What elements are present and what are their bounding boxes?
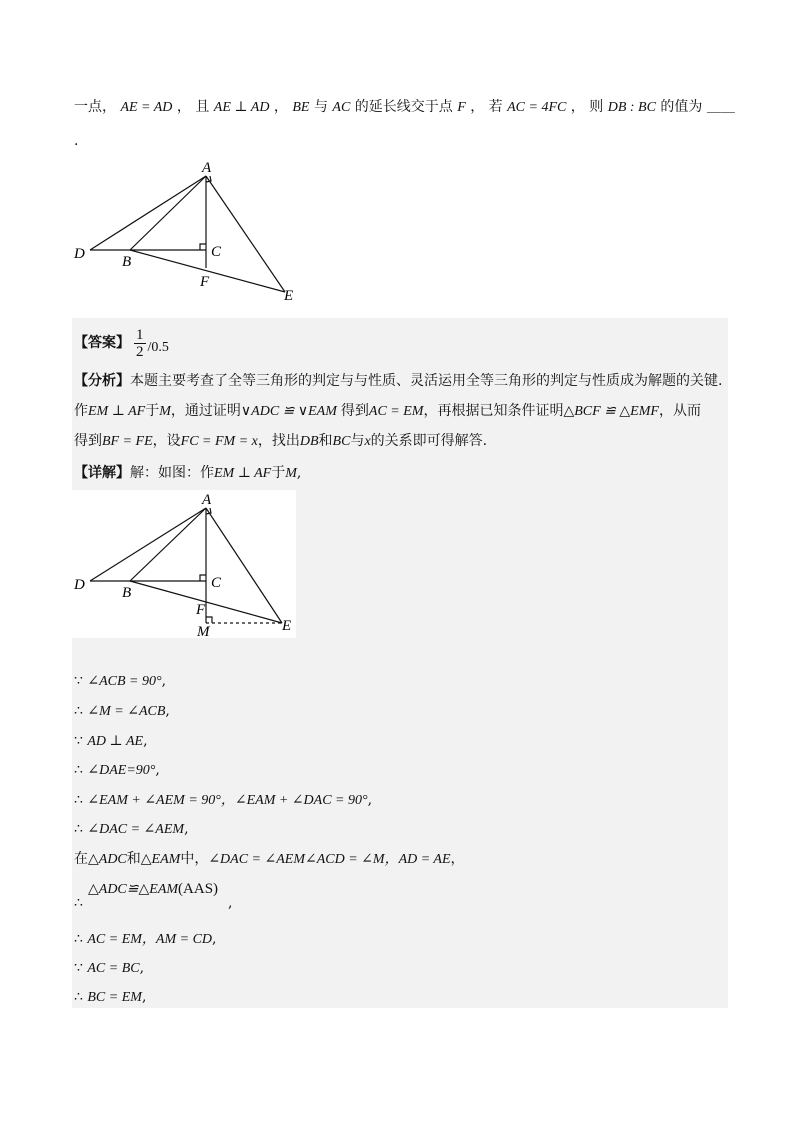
because-symbol: ∵ [74,733,83,749]
fraction-numerator: 1 [136,326,144,343]
analysis-text: 的关系即可得解答. [370,433,488,449]
analysis-text: ，通过证明 [170,403,241,419]
step-tail: , [367,792,373,808]
math-db: DB [299,434,319,449]
math-m: M [159,404,171,419]
question-text: ， [273,99,288,115]
step-line [74,791,372,810]
math-triangle-eam: △EAM [140,852,181,867]
step-tail: , [212,931,217,947]
analysis-text: 得到 [74,433,102,449]
label-c: C [211,575,222,591]
question-line [74,98,735,117]
math-em-perp-af: EM ⊥ AF [88,404,146,419]
label-a: A [202,492,212,508]
step-tail: , [139,960,145,976]
math-triangle-adc: △ADC [88,852,127,867]
question-text: 一点， [74,99,116,115]
detail-tag: 【详解】 [74,465,130,481]
answer-tag: 【答案】 [74,335,130,351]
step-tail: , [165,703,170,719]
answer-fraction [134,327,146,360]
segment-da [90,176,206,250]
label-f: F [196,602,206,618]
math-bc: BC [332,434,351,449]
answer-line [74,328,169,358]
question-text: 的延长线交于点 [354,99,453,115]
step-line-triangles [74,850,465,869]
segment-ba [130,508,206,581]
therefore-symbol: ∴ [74,931,83,947]
label-e: E [284,288,294,304]
right-angle-mark-m [206,617,212,623]
right-angle-mark-c [200,575,206,581]
analysis-tag: 【分析】 [74,373,130,389]
step-expr: ∠M = ∠ACB [87,704,166,719]
math-ac-em: AC = EM [368,404,424,419]
analysis-text: 于 [145,403,160,419]
right-angle-mark-c [200,244,206,250]
question-text: ， 且 [176,99,210,115]
label-b: B [122,254,132,270]
step-tail: , [228,895,233,911]
label-f: F [200,274,210,290]
reason-aas: (AAS) [178,881,219,897]
math-ac-4fc: AC = 4FC [507,100,567,115]
label-d: D [74,577,85,593]
step-expr: ∠DAE=90° [87,763,156,778]
detail-text: 于 [271,465,286,481]
analysis-line-2 [74,402,701,421]
segment-ba [130,176,206,250]
answer-blank: ＿＿ [706,99,735,115]
step-expr: ∠DAC = ∠AEM [87,822,185,837]
label-e: E [282,618,292,634]
fraction-denominator: 2 [136,343,144,360]
math-db-bc: DB : BC [607,100,656,115]
therefore-symbol: ∴ [74,792,83,808]
step-line [74,702,170,721]
label-a: A [202,160,212,176]
analysis-line-1 [74,372,722,390]
step-text: ， [450,851,465,867]
step-tail: , [184,821,189,837]
question-text: 的值为 [660,99,703,115]
math-x: x [364,434,371,449]
analysis-text: 得到 [340,403,369,419]
because-symbol: ∵ [74,673,83,689]
step-expr: ∠ACB = 90° [87,674,162,689]
segment-ae [206,176,285,292]
step-expr: AC = EM，AM = CD [87,932,213,947]
step-expr: ∠EAM + ∠AEM = 90°，∠EAM + ∠DAC = 90° [87,793,368,808]
math-ae-ad: AE = AD [120,100,173,115]
label-c: C [211,244,222,260]
step-expr: AD ⊥ AE [87,734,144,749]
question-text: ， 则 [570,99,604,115]
math-congruence-2: △BCF ≌ △EMF [563,404,659,419]
because-symbol: ∵ [74,960,83,976]
analysis-text: 本题主要考查了全等三角形的判定与与性质、灵活运用全等三角形的判定与性质成为解题的关键. [130,373,723,389]
math-ae-perp-ad: AE ⊥ AD [213,100,270,115]
therefore-symbol: ∴ [74,989,83,1005]
step-tail: , [161,673,167,689]
math-be: BE [292,100,310,115]
step-line [74,672,166,691]
detail-text: , [296,465,302,481]
analysis-text: ，设 [152,433,181,449]
analysis-text: 和 [318,433,333,449]
label-b: B [122,585,132,601]
analysis-line-3 [74,432,487,451]
step-expr: △ADC≌△EAM [88,882,179,897]
step-text: 中， [180,851,209,867]
analysis-text: 作 [74,403,88,419]
step-line [74,988,146,1007]
therefore-symbol: ∴ [74,703,83,719]
step-line [74,820,189,839]
question-text: ， 若 [470,99,503,115]
step-tail: , [143,733,148,749]
math-m: M [285,466,297,481]
step-text: 和 [126,851,141,867]
math-fc-fm-x: FC = FM = x [180,434,258,449]
question-end-dot: . [74,133,79,149]
question-text: 与 [313,99,328,115]
step-tail: , [141,989,147,1005]
answer-alt: /0.5 [147,340,169,355]
step-tail: , [155,762,160,778]
solution-panel [72,318,728,1008]
label-m: M [197,624,210,638]
geometry-figure-1 [72,158,312,308]
math-congruence-1: ∨ADC ≌ ∨EAM [240,404,337,419]
step-line [74,930,217,949]
step-line [74,959,144,978]
step-expr: BC = EM [87,990,142,1005]
detail-line [74,464,301,483]
math-bf-fe: BF = FE [102,434,153,449]
step-text: 在 [74,851,88,867]
math-em-perp-af: EM ⊥ AF [214,466,272,481]
segment-da [90,508,206,581]
congruence-statement [88,880,218,899]
analysis-text: ，找出 [257,433,300,449]
therefore-symbol: ∴ [74,762,83,778]
geometry-figure-2 [72,490,296,638]
therefore-symbol: ∴ [74,895,83,911]
analysis-text: ，再根据已知条件证明 [423,403,564,419]
label-d: D [74,246,85,262]
detail-text: 解：如图：作 [130,465,214,481]
step-line [74,761,160,780]
step-expr: AC = BC [87,961,140,976]
math-f: F [457,100,466,115]
analysis-text: ，从而 [658,403,701,419]
step-expr: ∠DAC = ∠AEM∠ACD = ∠M，AD = AE [208,852,451,867]
therefore-symbol: ∴ [74,821,83,837]
analysis-text: 与 [350,433,365,449]
math-ac: AC [332,100,351,115]
step-line [74,732,148,751]
